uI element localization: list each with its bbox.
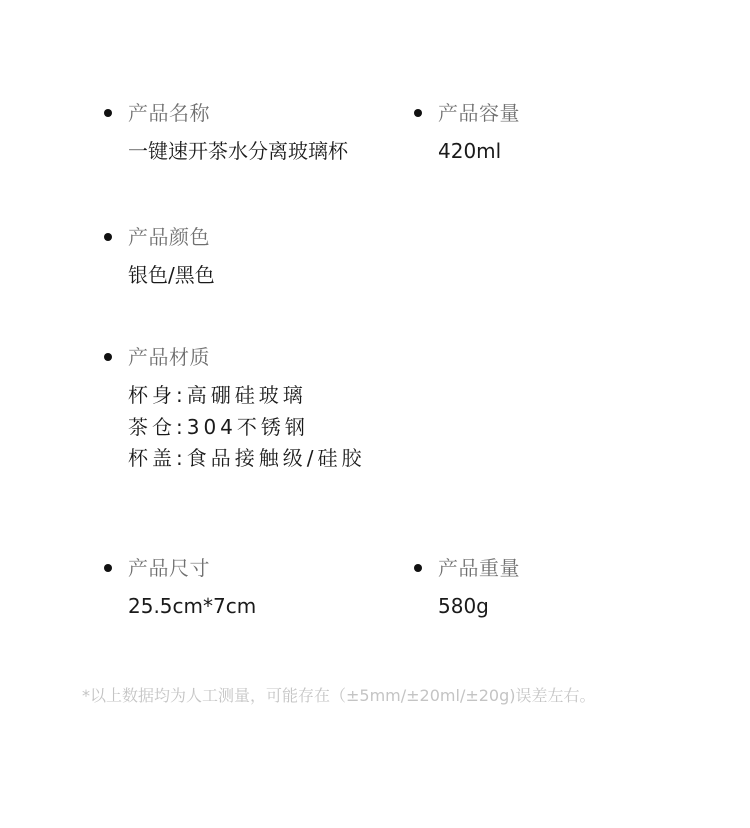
spec-label: 产品颜色: [128, 225, 210, 249]
bullet-dot: [104, 233, 112, 241]
spec-label: 产品重量: [438, 556, 520, 580]
spec-value: 580g: [438, 594, 489, 618]
spec-label: 产品材质: [128, 345, 210, 369]
material-line-body: 杯身:高硼硅玻璃: [128, 383, 307, 407]
spec-value: 25.5cm*7cm: [128, 594, 257, 618]
spec-value: 一键速开茶水分离玻璃杯: [128, 139, 348, 163]
spec-label: 产品容量: [438, 101, 520, 125]
material-line-lid: 杯盖:食品接触级/硅胶: [128, 446, 366, 470]
spec-value: 420ml: [438, 139, 502, 163]
measurement-disclaimer: *以上数据均为人工测量，可能存在（±5mm/±20ml/±20g)误差左右。: [82, 686, 596, 705]
spec-value: 银色/黑色: [128, 263, 215, 287]
spec-label: 产品尺寸: [128, 556, 210, 580]
spec-label: 产品名称: [128, 101, 210, 125]
material-line-tea-chamber: 茶仓:304不锈钢: [128, 415, 309, 439]
bullet-dot: [414, 109, 422, 117]
bullet-dot: [414, 564, 422, 572]
bullet-dot: [104, 564, 112, 572]
bullet-dot: [104, 109, 112, 117]
bullet-dot: [104, 353, 112, 361]
